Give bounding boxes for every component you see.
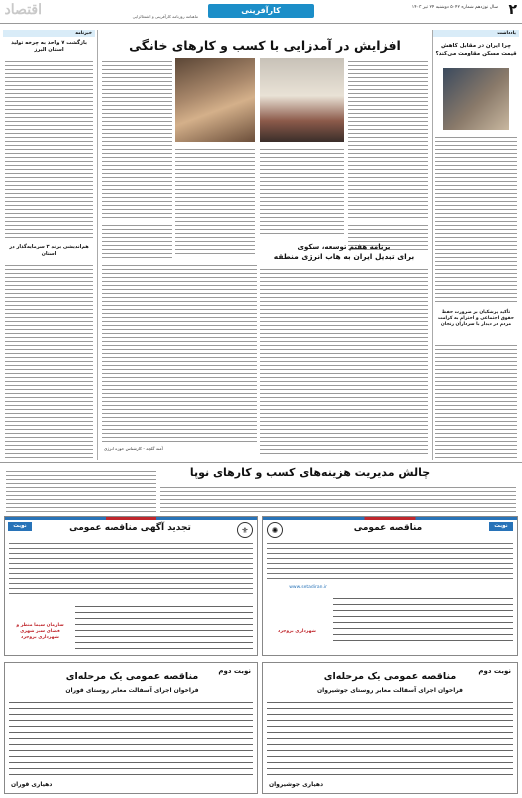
banner-text-right — [160, 484, 516, 512]
ad-top-strip — [263, 517, 517, 520]
right-column-text-2 — [435, 342, 517, 460]
right-column-headline-2: تأکید پزشکیان بر ضرورت حفظ حقوق اجتماعی و احترام به کرامت مردم در دیدار با سرداران زنجان — [437, 310, 515, 327]
column-rule — [97, 30, 98, 460]
left-column-text — [5, 58, 93, 238]
ad-title: مناقصه عمومی یک مرحله‌ای — [323, 671, 457, 682]
ad-badge: نوبت اول — [489, 522, 513, 531]
organization-seal-icon: ⚜ — [237, 522, 253, 538]
main-article-text-col-1 — [348, 58, 428, 218]
ad-footer: دهیاری قوران — [11, 781, 53, 788]
article-signature: آمنه گلچه - کارشناس حوزه انرژی — [104, 446, 163, 451]
woman-portrait-photo — [260, 58, 344, 142]
ad-org: شهرداری بروجرد — [278, 629, 316, 634]
ad-badge: نوبت دوم — [218, 667, 251, 675]
main-article-text-col-3 — [175, 146, 255, 256]
mid-article-headline — [260, 242, 428, 262]
main-article-text-col-4 — [260, 146, 344, 236]
issue-line: سال نوزدهم شماره ۵۰۴۲ دوشنبه ۲۴ تیر ۱۴۰۳ — [411, 5, 498, 10]
ad-body-text — [9, 539, 253, 597]
main-article-headline: افزایش در آمدزایی با کسب و کارهای خانگی — [129, 38, 401, 53]
main-article-text-col-2 — [102, 58, 172, 218]
municipality-logo-icon: ✺ — [267, 522, 283, 538]
ad-badge: نوبت دوم — [8, 522, 32, 531]
section-title: کارآفرینی — [208, 4, 314, 18]
ad-tender — [262, 516, 518, 656]
banner-headline: چالش مدیریت هزینه‌های کسب و کارهای نوپا — [189, 466, 431, 479]
page-number: ۲ — [508, 2, 517, 18]
ad-body-text — [267, 697, 513, 777]
page-header — [0, 0, 522, 24]
ad-title: تجدید آگهی مناقصه عمومی — [69, 523, 191, 533]
mid-article-headline-line-2: برای تبدیل ایران به هاب انرژی منطقه — [273, 252, 415, 261]
divider — [0, 462, 522, 463]
left-column-subhead: هم‌اندیشی برند ۳ سرمایه‌گذار در استان — [9, 244, 89, 257]
ad-subtitle: فراخوان اجرای آسفالت معابر روستای قوران — [65, 687, 199, 694]
ad-badge: نوبت دوم — [478, 667, 511, 675]
portrait-photo — [443, 68, 509, 130]
ad-subtitle: فراخوان اجرای آسفالت معابر روستای جوشیروان — [317, 687, 463, 694]
ad-asphalt-jushiravan — [262, 662, 518, 794]
ad-dates — [333, 593, 513, 643]
column-rule — [432, 30, 433, 460]
ad-org: سازمان سیما منظر و فضای سبز شهری شهرداری بروجرد — [16, 623, 64, 640]
left-column-headline: بازگشت ۷ واحد به چرخه تولید استان البرز — [11, 40, 87, 53]
banner-text-left — [6, 468, 156, 512]
mid-article-headline-line-1: برنامه هفتم توسعه، سکوی — [297, 243, 391, 251]
right-column — [433, 30, 519, 460]
left-column — [3, 30, 95, 460]
ad-body-text — [267, 539, 513, 583]
left-column-band: خبرنامه — [3, 30, 95, 37]
ad-footer: دهیاری جوشیروان — [269, 781, 324, 788]
ad-tender-renewal — [4, 516, 258, 656]
header-subline: ماهنامه روزنامه کارآفرینی و اشتغالزایی — [132, 14, 198, 19]
ad-top-strip — [5, 517, 257, 520]
mid-article-text-right — [260, 266, 428, 456]
right-column-band: یادداشت — [433, 30, 519, 37]
ad-asphalt-ghoran — [4, 662, 258, 794]
ad-title: مناقصه عمومی — [353, 523, 423, 533]
main-article-text-col-5 — [102, 222, 172, 258]
ad-dates — [75, 601, 253, 651]
newspaper-logo: اقتصاد — [4, 2, 42, 18]
right-column-text — [435, 134, 517, 304]
ad-title: مناقصه عمومی یک مرحله‌ای — [65, 671, 199, 682]
ad-body-text — [9, 697, 253, 777]
food-photo — [175, 58, 255, 142]
left-column-text-2 — [5, 262, 93, 460]
ad-site-link[interactable]: www.setadiran.ir — [289, 585, 327, 590]
right-column-headline: چرا ایران در مقابل کاهش قیمت مسکن مقاومت می‌کند؟ — [435, 43, 517, 57]
mid-article-text-left — [102, 262, 257, 442]
